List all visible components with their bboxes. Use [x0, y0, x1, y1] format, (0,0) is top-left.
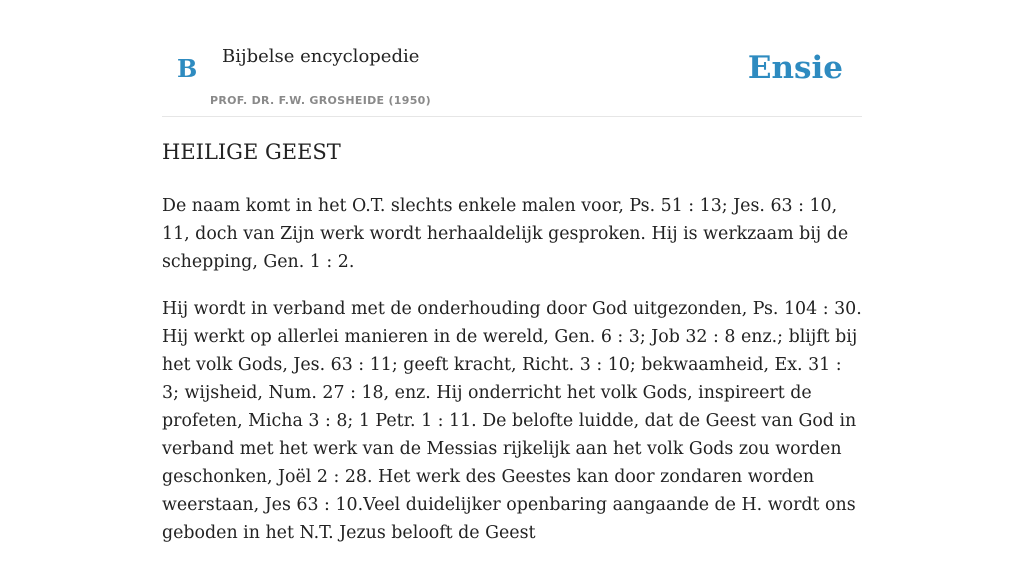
book-author: PROF. DR. F.W. GROSHEIDE (1950) — [210, 94, 431, 107]
book-title-link[interactable]: Bijbelse encyclopedie — [222, 46, 420, 67]
ensie-logo-link[interactable]: Ensie — [747, 50, 843, 86]
book-logo-icon[interactable]: B — [177, 54, 198, 83]
article-paragraph-2: Hij wordt in verband met de onderhouding door God uitgezonden, Ps. 104 : 30. Hij werkt op allerlei manieren in de wereld, Gen. 6 : 3; Job 32 : 8 enz.; blijft bij het volk Gods, Jes. 63 : 11; geeft kracht, Richt. 3 : 10; bekwaamheid, Ex. 31 : 3; wijsheid, Num. 27 : 18, enz. Hij onderricht het volk Gods, inspireert de profeten, Micha 3 : 8; 1 Petr. 1 : 11. De belofte luidde, dat de Geest van God in verband met het werk van de Messias rijkelijk aan het volk Gods zou worden geschonken, Joël 2 : 28. Het werk des Geestes kan door zondaren worden weerstaan, Jes 63 : 10.Veel duidelijker openbaring aangaande de H. wordt ons geboden in het N.T. Jezus belooft de Geest — [162, 299, 862, 543]
article-body — [162, 192, 864, 566]
article-title: HEILIGE GEEST — [162, 140, 341, 164]
article-paragraph-1: De naam komt in het O.T. slechts enkele malen voor, Ps. 51 : 13; Jes. 63 : 10, 11, doch van Zijn werk wordt herhaaldelijk gesproken. Hij is werkzaam bij de schepping, Gen. 1 : 2. — [162, 196, 849, 272]
header — [162, 0, 862, 117]
